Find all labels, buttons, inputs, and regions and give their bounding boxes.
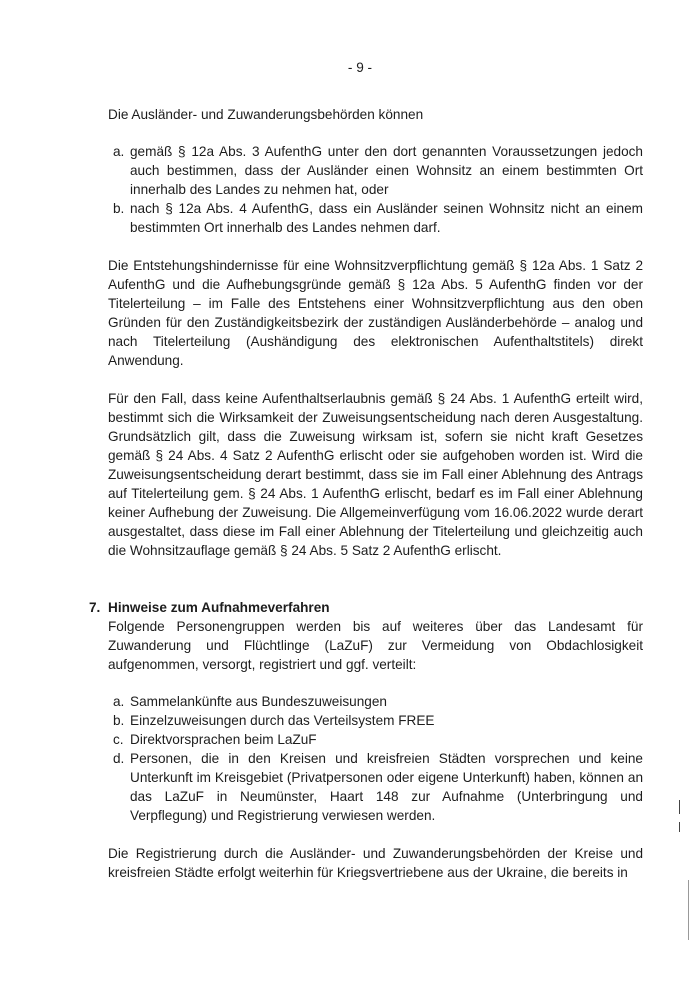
list-item bbox=[108, 730, 643, 749]
list-marker: d. bbox=[113, 751, 125, 766]
authority-options-list bbox=[108, 142, 643, 237]
list-item bbox=[108, 199, 643, 237]
scan-artifact bbox=[688, 880, 689, 940]
list-item bbox=[108, 142, 643, 199]
page-number: - 9 - bbox=[347, 60, 373, 75]
scan-artifact bbox=[679, 800, 680, 814]
list-item bbox=[108, 711, 643, 730]
scan-artifact bbox=[679, 822, 680, 832]
list-item bbox=[108, 749, 643, 825]
list-marker: b. bbox=[113, 201, 125, 216]
list-item-text: Einzelzuweisungen durch das Verteilsystem FREE bbox=[130, 713, 435, 728]
list-marker: a. bbox=[113, 694, 125, 709]
section-number: 7. bbox=[89, 600, 101, 615]
person-groups-list bbox=[108, 692, 643, 825]
list-item-text: gemäß § 12a Abs. 3 AufenthG unter den dort genannten Voraussetzungen jedoch auch bestimmen, dass der Ausländer einen Wohnsitz an einem bestimmten Ort innerhalb des Landes zu nehmen hat, oder bbox=[130, 144, 643, 197]
list-marker: b. bbox=[113, 713, 125, 728]
list-item-text: Personen, die in den Kreisen und kreisfreien Städten vorsprechen und keine Unterkunft im Kreisgebiet (Privatpersonen oder eigene Unterkunft) haben, können an das LaZuF in Neumünster, Haart 148 zur Aufnahme (Unterbringung und Verpflegung) und Registrierung verwiesen werden. bbox=[130, 751, 643, 823]
closing-paragraph: Die Registrierung durch die Ausländer- und Zuwanderungsbehörden der Kreise und kreisfreien Städte erfolgt weiterhin für Kriegsvertriebene aus der Ukraine, die bereits in bbox=[108, 846, 643, 880]
section-heading: Hinweise zum Aufnahmeverfahren bbox=[108, 600, 330, 615]
paragraph-entstehungshindernisse: Die Entstehungshindernisse für eine Wohnsitzverpflichtung gemäß § 12a Abs. 1 Satz 2 AufenthG und die Aufhebungsgründe gemäß § 12a Abs. 5 AufenthG finden vor der Titelerteilung – im Falle des Entstehens einer Wohnsitzverpflichtung aus den oben Gründen für den Zuständigkeitsbezirk der zuständigen Ausländerbehörde – analog und nach Titelerteilung (Aushändigung des elektronischen Aufenthaltstitels) direkt Anwendung. bbox=[108, 258, 643, 368]
section-intro-text: Folgende Personengruppen werden bis auf weiteres über das Landesamt für Zuwanderung und Flüchtlinge (LaZuF) zur Vermeidung von Obdachlosigkeit aufgenommen, versorgt, registriert und ggf. verteilt: bbox=[108, 619, 643, 672]
list-item bbox=[108, 692, 643, 711]
document-body bbox=[89, 105, 643, 882]
intro-text: Die Ausländer- und Zuwanderungsbehörden können bbox=[108, 107, 424, 122]
list-marker: c. bbox=[113, 732, 124, 747]
section-7 bbox=[89, 598, 643, 882]
list-item-text: Direktvorsprachen beim LaZuF bbox=[130, 732, 317, 747]
list-item-text: Sammelankünfte aus Bundeszuweisungen bbox=[130, 694, 387, 709]
list-item-text: nach § 12a Abs. 4 AufenthG, dass ein Ausländer seinen Wohnsitz nicht an einem bestimmten Ort innerhalb des Landes nehmen darf. bbox=[130, 201, 643, 235]
paragraph-wirksamkeit: Für den Fall, dass keine Aufenthaltserlaubnis gemäß § 24 Abs. 1 AufenthG erteilt wird, bestimmt sich die Wirksamkeit der Zuweisungsentscheidung nach deren Ausgestaltung. Grundsätzlich gilt, dass die Zuweisung wirksam ist, sofern sie nicht kraft Gesetzes gemäß § 24 Abs. 4 Satz 2 AufenthG erlischt oder sie aufgehoben worden ist. Wird die Zuweisungsentscheidung derart bestimmt, dass sie im Fall einer Ablehnung des Antrags auf Titelerteilung gem. § 24 Abs. 1 AufenthG erlischt, bedarf es im Fall einer Ablehnung keiner Aufhebung der Zuweisung. Die Allgemeinverfügung vom 16.06.2022 wurde derart ausgestaltet, dass diese im Fall einer Ablehnung der Titelerteilung und gleichzeitig auch die Wohnsitzauflage gemäß § 24 Abs. 5 Satz 2 AufenthG erlischt. bbox=[108, 391, 643, 558]
list-marker: a. bbox=[113, 144, 125, 159]
